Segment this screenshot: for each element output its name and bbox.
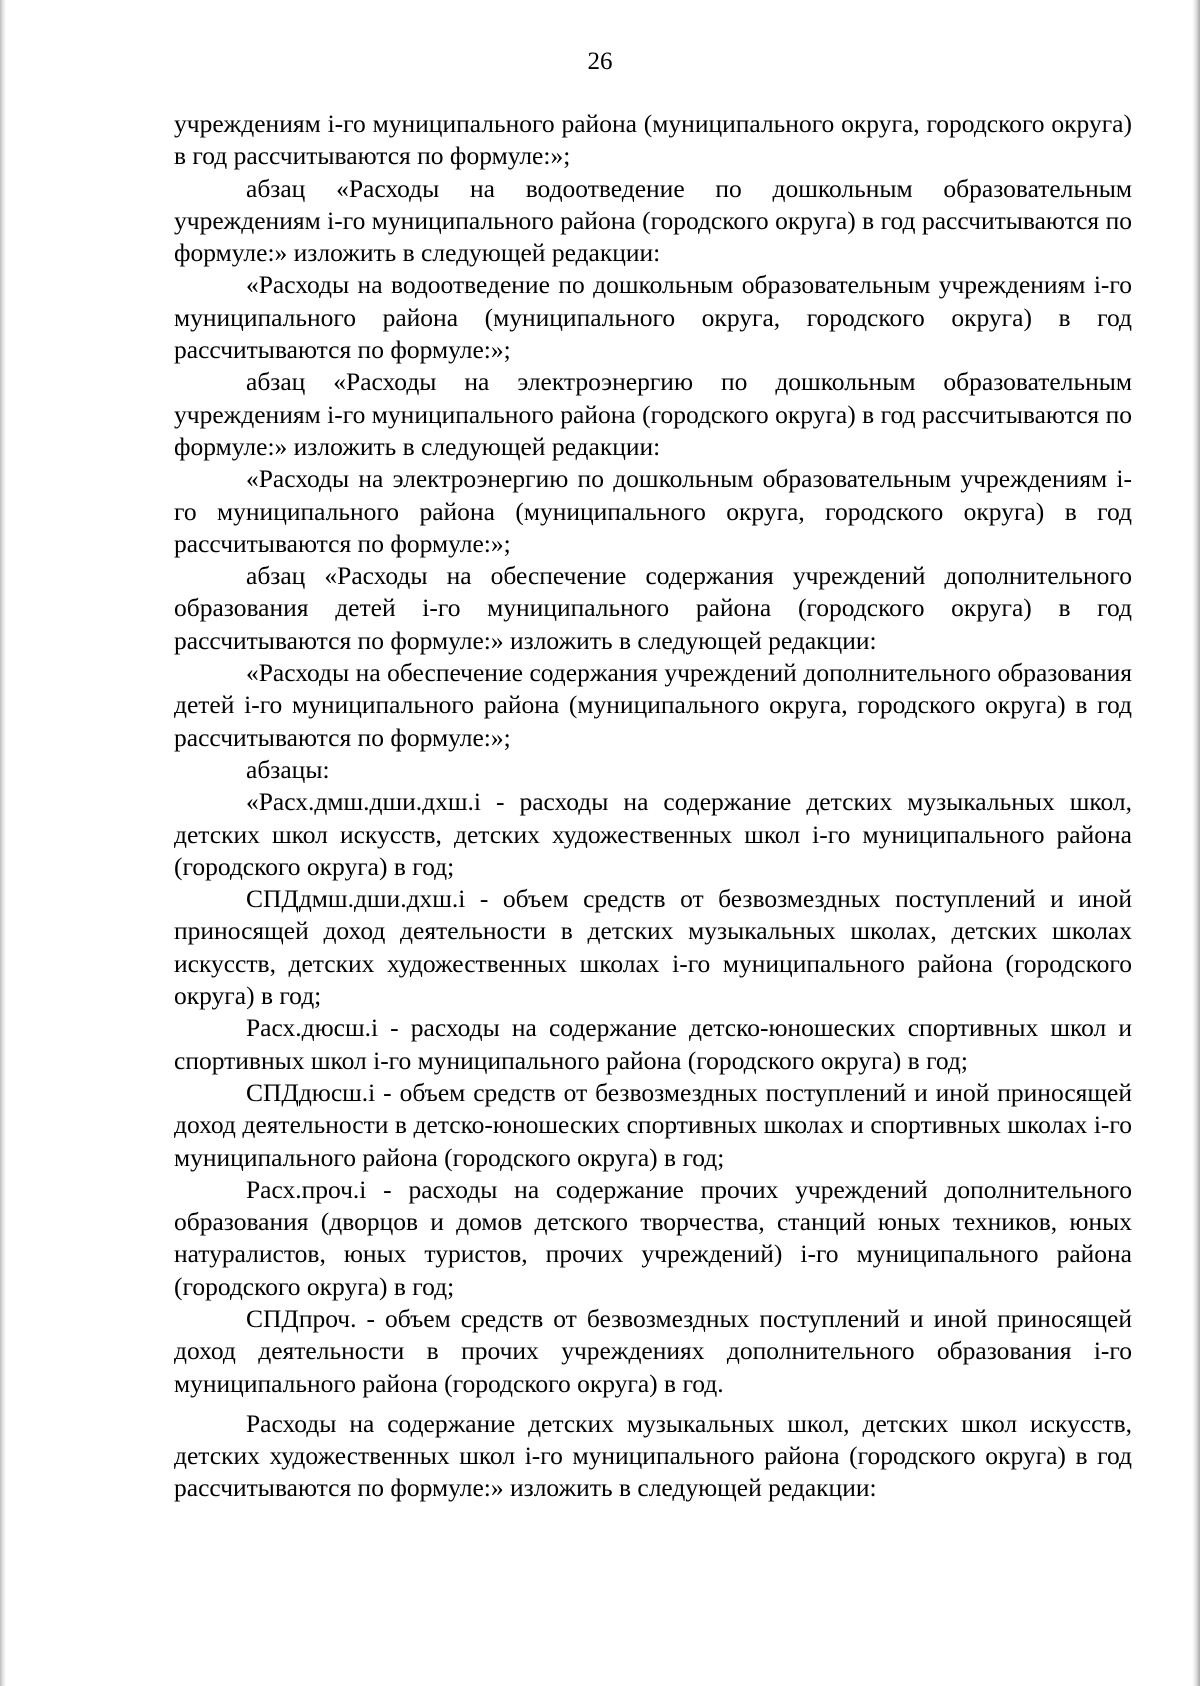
paragraph: учреждениям i-го муниципального района (муниципального округа, городского округа) в год рассчитываются по формуле:»;	[174, 109, 1132, 171]
scan-edge-right	[1192, 0, 1200, 1686]
page-number: 26	[587, 48, 613, 75]
paragraph: «Расходы на водоотведение по дошкольным образовательным учреждениям i-го муниципального района (муниципального округа, городского округа) в год рассчитываются по формуле:»;	[174, 270, 1132, 365]
paragraph: Расх.проч.i - расходы на содержание прочих учреждений дополнительного образования (дворцов и домов детского творчества, станций юных техников, юных натуралистов, юных туристов, прочих учреждений) i-го муниципального района (городского округа) в год;	[174, 1174, 1132, 1301]
paragraph: абзацы:	[246, 754, 330, 784]
paragraph: СПДпроч. - объем средств от безвозмездных поступлений и иной приносящей доход деятельности в прочих учреждениях дополнительного образования i-го муниципального района (городского округа) в год.	[174, 1303, 1132, 1398]
paragraph: СПДдмш.дши.дхш.i - объем средств от безвозмездных поступлений и иной приносящей доход деятельности в детских музыкальных школах, детских школах искусств, детских художественных школах i-го муниципального района (городского округа) в год;	[174, 884, 1132, 1011]
scan-edge-left	[0, 0, 6, 1686]
document-body	[174, 108, 1132, 1505]
paragraph: «Расх.дмш.дши.дхш.i - расходы на содержание детских музыкальных школ, детских школ искусств, детских художественных школ i-го муниципального района (городского округа) в год;	[174, 787, 1132, 881]
paragraph: «Расходы на электроэнергию по дошкольным образовательным учреждениям i-го муниципального района (муниципального округа, городского округа) в год рассчитываются по формуле:»;	[174, 464, 1132, 558]
paragraph: абзац «Расходы на обеспечение содержания учреждений дополнительного образования детей i-го муниципального района (городского округа) в год рассчитываются по формуле:» изложить в следующей редакции:	[174, 561, 1132, 655]
paragraph: Расх.дюсш.i - расходы на содержание детско-юношеских спортивных школ и спортивных школ i-го муниципального района (городского округа) в год;	[174, 1013, 1132, 1075]
paragraph: СПДдюсш.i - объем средств от безвозмездных поступлений и иной приносящей доход деятельности в детско-юношеских спортивных школах и спортивных школах i-го муниципального района (городского округа) в год;	[174, 1077, 1132, 1172]
paragraph: «Расходы на обеспечение содержания учреждений дополнительного образования детей i-го муниципального района (муниципального округа, городского округа) в год рассчитываются по формуле:»;	[174, 658, 1132, 752]
paragraph: абзац «Расходы на электроэнергию по дошкольным образовательным учреждениям i-го муниципального района (городского округа) в год рассчитываются по формуле:» изложить в следующей редакции:	[174, 367, 1132, 461]
paragraph: Расходы на содержание детских музыкальных школ, детских школ искусств, детских художественных школ i-го муниципального района (городского округа) в год рассчитываются по формуле:» изложить в следующей редакции:	[174, 1408, 1132, 1503]
paragraph: абзац «Расходы на водоотведение по дошкольным образовательным учреждениям i-го муниципального района (городского округа) в год рассчитываются по формуле:» изложить в следующей редакции:	[174, 173, 1132, 268]
